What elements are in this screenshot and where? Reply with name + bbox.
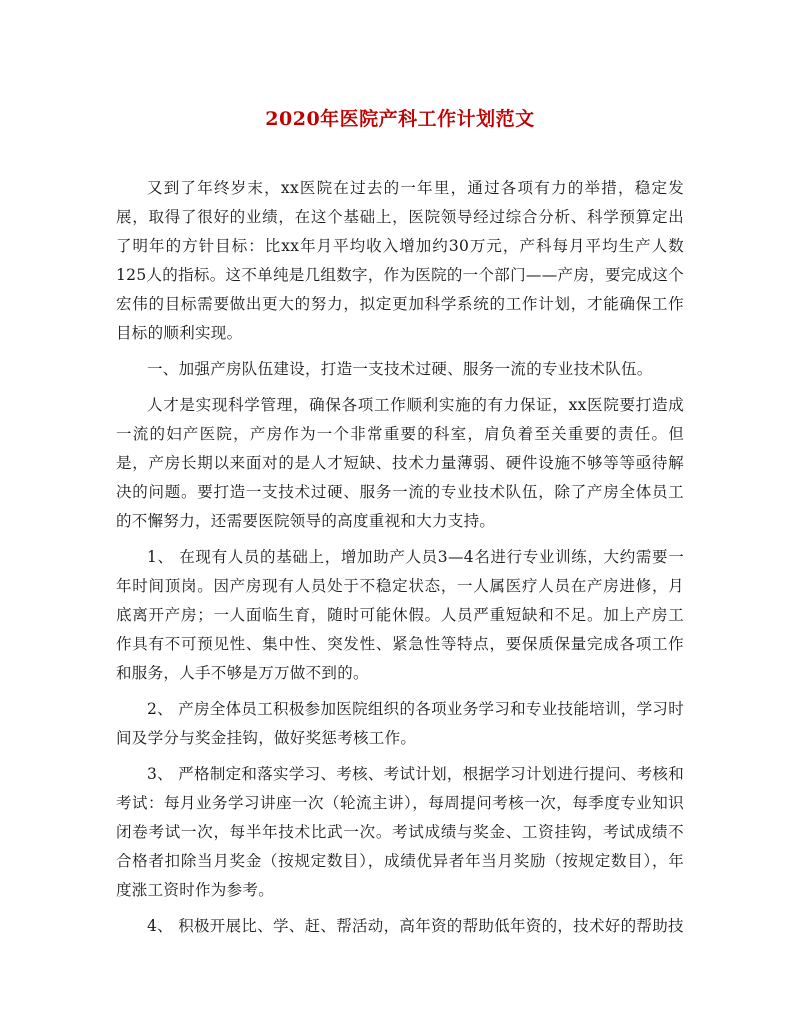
list-item-3: 3、 严格制定和落实学习、考核、考试计划，根据学习计划进行提问、考核和考试：每月业务学习讲座一次（轮流主讲），每周提问考核一次，每季度专业知识闭卷考试一次，每半年技术比武一次。考试成绩与奖金、工资挂钩，考试成绩不合格者扣除当月奖金（按规定数目），成绩优异者年当月奖励（按规定数目），年度涨工资时作为参考。 <box>116 765 684 899</box>
paragraph-intro: 又到了年终岁末，xx医院在过去的一年里，通过各项有力的举措，稳定发展，取得了很好的业绩，在这个基础上，医院领导经过综合分析、科学预算定出了明年的方针目标：比xx年月平均收入增加约30万元，产科每月平均生产人数125人的指标。这不单纯是几组数字，作为医院的一个部门——产房，要完成这个宏伟的目标需要做出更大的努力，拟定更加科学系统的工作计划，才能确保工作目标的顺利实现。 <box>116 179 684 342</box>
document-body <box>116 174 684 948</box>
paragraph-talent: 人才是实现科学管理，确保各项工作顺利实施的有力保证，xx医院要打造成一流的妇产医院，产房作为一个非常重要的科室，肩负着至关重要的责任。但是，产房长期以来面对的是人才短缺、技术力量薄弱、硬件设施不够等等亟待解决的问题。要打造一支技术过硬、服务一流的专业技术队伍，除了产房全体员工的不懈努力，还需要医院领导的高度重视和大力支持。 <box>116 396 684 530</box>
document-title: 2020年医院产科工作计划范文 <box>265 108 535 130</box>
list-item-1: 1、 在现有人员的基础上，增加助产人员3—4名进行专业训练，大约需要一年时间顶岗。因产房现有人员处于不稳定状态，一人属医疗人员在产房进修，月底离开产房；一人面临生育，随时可能休假。人员严重短缺和不足。加上产房工作具有不可预见性、集中性、突发性、紧急性等特点，要保质保量完成各项工作和服务，人手不够是万万做不到的。 <box>116 548 684 682</box>
list-item-4: 4、 积极开展比、学、赶、帮活动，高年资的帮助低年资的，技术好的帮助技 <box>147 917 684 935</box>
section-heading-1: 一、加强产房队伍建设，打造一支技术过硬、服务一流的专业技术队伍。 <box>147 360 653 378</box>
list-item-2: 2、 产房全体员工积极参加医院组织的各项业务学习和专业技能培训，学习时间及学分与奖金挂钩，做好奖惩考核工作。 <box>116 700 684 747</box>
